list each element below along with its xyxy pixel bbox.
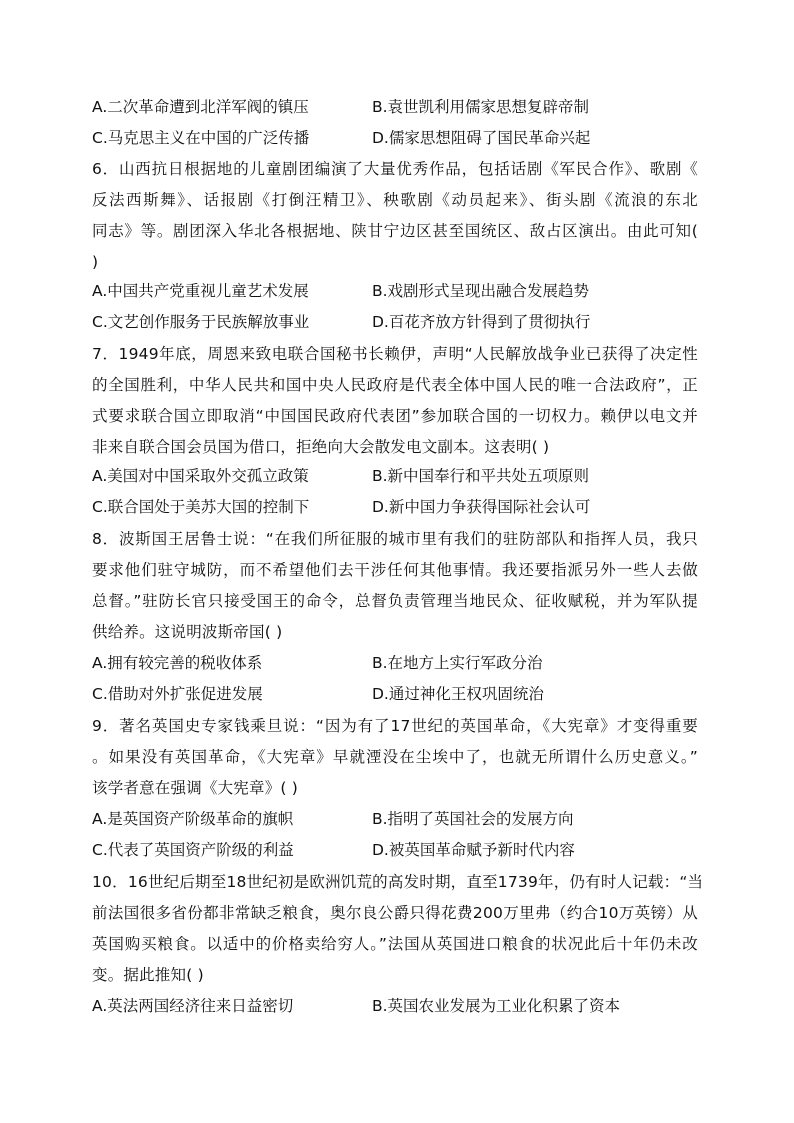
q9-option-d[interactable]: D.被英国革命赋予新时代内容 xyxy=(372,841,575,859)
q7-stem-line-1: 7．1949年底，周恩来致电联合国秘书长赖伊，声明“人民解放战争业已获得了决定性 xyxy=(92,345,698,363)
q9-option-a[interactable]: A.是英国资产阶级革命的旗帜 xyxy=(92,810,294,828)
q8-option-d[interactable]: D.通过神化王权巩固统治 xyxy=(372,685,544,703)
q5-option-b[interactable]: B.袁世凯利用儒家思想复辟帝制 xyxy=(372,98,590,116)
q8-stem-line-4: 供给养。这说明波斯帝国( ) xyxy=(92,623,283,641)
q8-option-c[interactable]: C.借助对外扩张促进发展 xyxy=(92,685,263,703)
q10-stem-line-3: 英国购买粮食。以适中的价格卖给穷人。”法国从英国进口粮食的状况此后十年仍未改 xyxy=(92,935,698,953)
q7-option-d[interactable]: D.新中国力争获得国际社会认可 xyxy=(372,498,591,516)
q7-stem-line-3: 式要求联合国立即取消“中国国民政府代表团”参加联合国的一切权力。赖伊以电文并 xyxy=(92,407,698,425)
q7-stem-line-2: 的全国胜利，中华人民共和国中央人民政府是代表全体中国人民的唯一合法政府”，正 xyxy=(92,376,698,394)
q8-option-a[interactable]: A.拥有较完善的税收体系 xyxy=(92,654,263,672)
q10-stem-line-4: 变。据此推知( ) xyxy=(92,966,204,984)
q9-stem-line-3: 该学者意在强调《大宪章》( ) xyxy=(92,779,299,797)
q7-stem-line-4: 非来自联合国会员国为借口，拒绝向大会散发电文副本。这表明( ) xyxy=(92,438,550,456)
q6-stem-line-4: ) xyxy=(92,253,99,271)
q6-stem-line-2: 反法西斯舞》、话报剧《打倒汪精卫》、秧歌剧《动员起来》、街头剧《流浪的东北 xyxy=(92,191,698,209)
q8-stem-line-3: 总督。”驻防长官只接受国王的命令，总督负责管理当地民众、征收赋税，并为军队提 xyxy=(92,592,698,610)
q5-option-d[interactable]: D.儒家思想阻碍了国民革命兴起 xyxy=(372,129,591,147)
q6-option-d[interactable]: D.百花齐放方针得到了贯彻执行 xyxy=(372,313,591,331)
q5-option-c[interactable]: C.马克思主义在中国的广泛传播 xyxy=(92,129,310,147)
q10-stem-line-2: 前法国很多省份都非常缺乏粮食，奥尔良公爵只得花费200万里弗（约合10万英镑）从 xyxy=(92,904,698,922)
q9-option-b[interactable]: B.指明了英国社会的发展方向 xyxy=(372,810,574,828)
q5-option-a[interactable]: A.二次革命遭到北洋军阀的镇压 xyxy=(92,98,309,116)
q6-stem-line-1: 6．山西抗日根据地的儿童剧团编演了大量优秀作品，包括话剧《军民合作》、歌剧《 xyxy=(92,160,698,178)
q7-option-c[interactable]: C.联合国处于美苏大国的控制下 xyxy=(92,498,310,516)
q8-stem-line-2: 要求他们驻守城防，而不希望他们去干涉任何其他事情。我还要指派另外一些人去做 xyxy=(92,561,698,579)
q9-stem-line-1: 9．著名英国史专家钱乘旦说：“因为有了17世纪的英国革命，《大宪章》才变得重要 xyxy=(92,717,698,735)
q7-option-b[interactable]: B.新中国奉行和平共处五项原则 xyxy=(372,467,590,485)
q10-stem-line-1: 10．16世纪后期至18世纪初是欧洲饥荒的高发时期，直至1739年，仍有时人记载：“当 xyxy=(92,873,704,891)
q9-stem-line-2: 。如果没有英国革命，《大宪章》早就湮没在尘埃中了，也就无所谓什么历史意义。” xyxy=(92,748,698,766)
q10-option-a[interactable]: A.英法两国经济往来日益密切 xyxy=(92,997,294,1015)
q6-stem-line-3: 同志》等。剧团深入华北各根据地、陕甘宁边区甚至国统区、敌占区演出。由此可知( xyxy=(92,222,698,240)
q8-stem-line-1: 8．波斯国王居鲁士说：“在我们所征服的城市里有我们的驻防部队和指挥人员，我只 xyxy=(92,530,698,548)
q6-option-a[interactable]: A.中国共产党重视儿童艺术发展 xyxy=(92,282,309,300)
q6-option-c[interactable]: C.文艺创作服务于民族解放事业 xyxy=(92,313,310,331)
q8-option-b[interactable]: B.在地方上实行军政分治 xyxy=(372,654,543,672)
q7-option-a[interactable]: A.美国对中国采取外交孤立政策 xyxy=(92,467,309,485)
q9-option-c[interactable]: C.代表了英国资产阶级的利益 xyxy=(92,841,294,859)
q6-option-b[interactable]: B.戏剧形式呈现出融合发展趋势 xyxy=(372,282,590,300)
q10-option-b[interactable]: B.英国农业发展为工业化积累了资本 xyxy=(372,997,621,1015)
